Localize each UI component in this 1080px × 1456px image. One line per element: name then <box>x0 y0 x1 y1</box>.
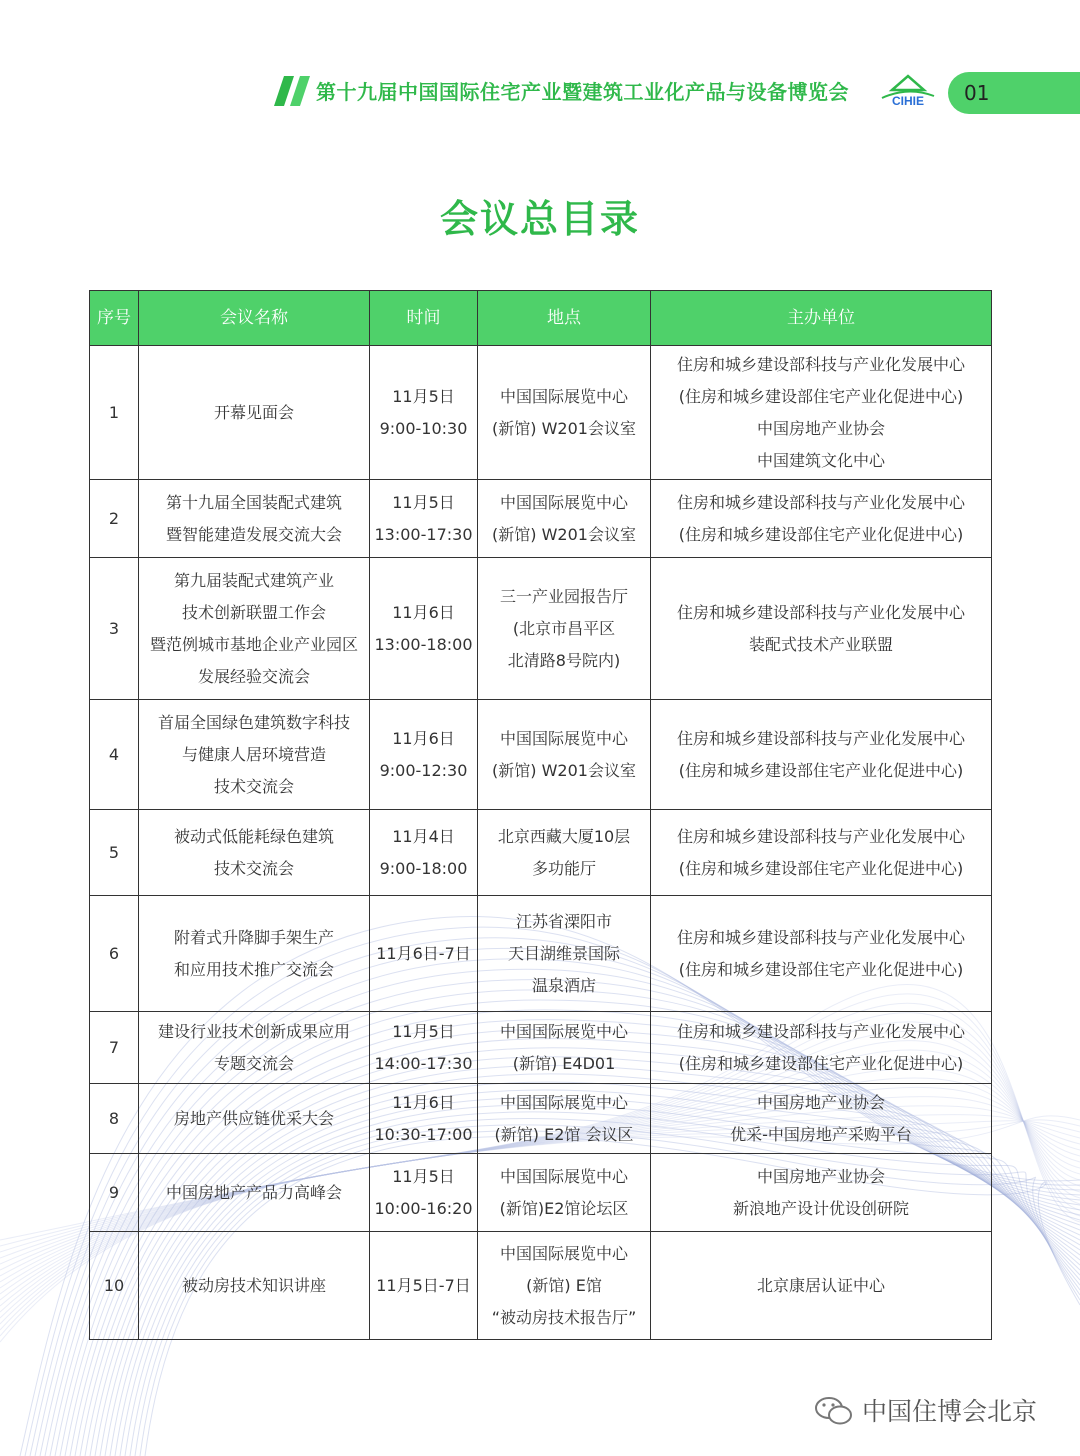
cell-place <box>478 896 651 1012</box>
place-line: 天目湖维景国际 <box>507 943 620 963</box>
host-line: 住房和城乡建设部科技与产业化发展中心 <box>676 1021 965 1041</box>
place-line: 中国国际展览中心 <box>499 386 628 406</box>
place-line: (新馆) W201会议室 <box>492 524 636 544</box>
name-line: 技术交流会 <box>213 858 294 878</box>
name-line: 和应用技术推广交流会 <box>173 959 334 979</box>
time-line: 11月5日 <box>392 1166 455 1186</box>
cell-place <box>478 1232 651 1340</box>
table-row <box>90 1232 992 1340</box>
cell-host <box>651 480 992 558</box>
footer-watermark-text: 中国住博会北京 <box>862 1397 1038 1426</box>
table-row <box>90 700 992 810</box>
name-line: 暨智能建造发展交流大会 <box>165 524 342 544</box>
table-header-row <box>90 291 992 346</box>
time-line: 13:00-17:30 <box>374 524 473 544</box>
cell-host <box>651 1232 992 1340</box>
cell-no: 1 <box>90 346 139 480</box>
host-line: (住房和城乡建设部住宅产业化促进中心) <box>678 524 964 544</box>
name-line: 附着式升降脚手架生产 <box>173 927 334 947</box>
cell-name <box>139 810 370 896</box>
time-line: 10:00-16:20 <box>374 1198 473 1218</box>
cell-time <box>370 810 478 896</box>
page-number-tab <box>948 72 1080 114</box>
cell-place <box>478 1084 651 1154</box>
place-line: 中国国际展览中心 <box>499 1092 628 1112</box>
place-line: 中国国际展览中心 <box>499 728 628 748</box>
cell-host <box>651 1084 992 1154</box>
document-title: 会议总目录 <box>439 196 640 241</box>
time-line: 11月6日 <box>392 602 455 622</box>
cell-no: 2 <box>90 480 139 558</box>
cell-no: 10 <box>90 1232 139 1340</box>
cell-no: 3 <box>90 558 139 700</box>
name-line: 暨范例城市基地企业产业园区 <box>149 634 358 654</box>
cell-host <box>651 346 992 480</box>
cihie-logo <box>878 72 938 112</box>
cell-host <box>651 810 992 896</box>
host-line: 住房和城乡建设部科技与产业化发展中心 <box>676 602 965 622</box>
name-line: 发展经验交流会 <box>197 666 310 686</box>
time-line: 11月6日-7日 <box>376 943 471 963</box>
host-line: 优采-中国房地产采购平台 <box>730 1124 912 1144</box>
table-row <box>90 346 992 480</box>
host-line: (住房和城乡建设部住宅产业化促进中心) <box>678 760 964 780</box>
cell-name <box>139 558 370 700</box>
cell-time <box>370 1154 478 1232</box>
host-line: (住房和城乡建设部住宅产业化促进中心) <box>678 1053 964 1073</box>
host-line: 中国房地产业协会 <box>756 418 885 438</box>
host-line: 中国建筑文化中心 <box>756 450 885 470</box>
cell-place <box>478 1012 651 1084</box>
cell-time <box>370 346 478 480</box>
host-line: 中国房地产业协会 <box>756 1092 885 1112</box>
name-line: 技术创新联盟工作会 <box>181 602 326 622</box>
place-line: “被动房技术报告厅” <box>491 1307 637 1327</box>
time-line: 11月5日 <box>392 386 455 406</box>
host-line: 住房和城乡建设部科技与产业化发展中心 <box>676 927 965 947</box>
table-row <box>90 480 992 558</box>
host-line: (住房和城乡建设部住宅产业化促进中心) <box>678 959 964 979</box>
column-header-name: 会议名称 <box>139 291 370 346</box>
svg-text:CIHIE: CIHIE <box>891 94 925 108</box>
exhibition-title: 第十九届中国国际住宅产业暨建筑工业化产品与设备博览会 <box>316 80 849 104</box>
cell-host <box>651 1012 992 1084</box>
host-line: (住房和城乡建设部住宅产业化促进中心) <box>678 858 964 878</box>
time-line: 11月6日 <box>392 1092 455 1112</box>
place-line: (北京市昌平区 <box>512 618 616 638</box>
time-line: 9:00-10:30 <box>379 418 468 438</box>
table-row <box>90 1084 992 1154</box>
host-line: 住房和城乡建设部科技与产业化发展中心 <box>676 492 965 512</box>
time-line: 11月5日 <box>392 492 455 512</box>
cell-name <box>139 896 370 1012</box>
time-line: 11月5日 <box>392 1021 455 1041</box>
place-line: 多功能厅 <box>531 858 596 878</box>
time-line: 11月4日 <box>392 826 455 846</box>
host-line: 中国房地产业协会 <box>756 1166 885 1186</box>
time-line: 9:00-18:00 <box>379 858 468 878</box>
time-line: 10:30-17:00 <box>374 1124 473 1144</box>
table-row <box>90 896 992 1012</box>
name-line: 第十九届全国装配式建筑 <box>165 492 342 512</box>
host-line: 北京康居认证中心 <box>756 1275 885 1295</box>
cell-time <box>370 1084 478 1154</box>
double-slash-icon <box>274 76 310 106</box>
column-header-host: 主办单位 <box>651 291 992 346</box>
place-line: (新馆) E4D01 <box>512 1053 616 1073</box>
place-line: 三一产业园报告厅 <box>499 586 628 606</box>
column-header-place: 地点 <box>478 291 651 346</box>
name-line: 第九届装配式建筑产业 <box>173 570 334 590</box>
wechat-icon <box>814 1394 854 1428</box>
name-line: 被动房技术知识讲座 <box>181 1275 326 1295</box>
place-line: 北京西藏大厦10层 <box>497 826 631 846</box>
cell-time <box>370 480 478 558</box>
name-line: 开幕见面会 <box>213 402 294 422</box>
cell-place <box>478 810 651 896</box>
page-number: 01 <box>964 81 990 105</box>
place-line: (新馆) W201会议室 <box>492 760 636 780</box>
host-line: 住房和城乡建设部科技与产业化发展中心 <box>676 728 965 748</box>
cell-place <box>478 1154 651 1232</box>
host-line: 住房和城乡建设部科技与产业化发展中心 <box>676 354 965 374</box>
cell-time <box>370 700 478 810</box>
cell-no: 7 <box>90 1012 139 1084</box>
cell-place <box>478 346 651 480</box>
place-line: (新馆) E馆 <box>526 1275 602 1295</box>
place-line: 中国国际展览中心 <box>499 1243 628 1263</box>
host-line: 装配式技术产业联盟 <box>748 634 893 654</box>
time-line: 11月6日 <box>392 728 455 748</box>
table-row <box>90 558 992 700</box>
time-line: 9:00-12:30 <box>379 760 468 780</box>
place-line: 江苏省溧阳市 <box>515 911 612 931</box>
cell-name <box>139 1232 370 1340</box>
cell-host <box>651 700 992 810</box>
column-header-no: 序号 <box>90 291 139 346</box>
place-line: 北清路8号院内) <box>507 650 621 670</box>
cell-no: 9 <box>90 1154 139 1232</box>
cell-no: 6 <box>90 896 139 1012</box>
cell-time <box>370 558 478 700</box>
cell-no: 4 <box>90 700 139 810</box>
place-line: 中国国际展览中心 <box>499 492 628 512</box>
name-line: 专题交流会 <box>213 1053 294 1073</box>
name-line: 建设行业技术创新成果应用 <box>157 1021 350 1041</box>
cell-name <box>139 700 370 810</box>
name-line: 技术交流会 <box>213 776 294 796</box>
table-row <box>90 810 992 896</box>
host-line: 住房和城乡建设部科技与产业化发展中心 <box>676 826 965 846</box>
name-line: 与健康人居环境营造 <box>181 744 326 764</box>
name-line: 首届全国绿色建筑数字科技 <box>157 712 350 732</box>
place-line: (新馆) W201会议室 <box>492 418 636 438</box>
cell-no: 5 <box>90 810 139 896</box>
cell-name <box>139 346 370 480</box>
name-line: 被动式低能耗绿色建筑 <box>173 826 334 846</box>
table-row <box>90 1154 992 1232</box>
cell-place <box>478 558 651 700</box>
cell-host <box>651 1154 992 1232</box>
column-header-time: 时间 <box>370 291 478 346</box>
place-line: 温泉酒店 <box>531 975 596 995</box>
time-line: 11月5日-7日 <box>376 1275 471 1295</box>
cell-host <box>651 896 992 1012</box>
host-line: (住房和城乡建设部住宅产业化促进中心) <box>678 386 964 406</box>
meeting-table <box>89 290 992 1340</box>
cell-time <box>370 896 478 1012</box>
place-line: 中国国际展览中心 <box>499 1021 628 1041</box>
time-line: 14:00-17:30 <box>374 1053 473 1073</box>
place-line: (新馆) E2馆 会议区 <box>494 1124 634 1144</box>
cell-place <box>478 480 651 558</box>
place-line: (新馆)E2馆论坛区 <box>499 1198 629 1218</box>
name-line: 房地产供应链优采大会 <box>173 1108 334 1128</box>
cell-name <box>139 1154 370 1232</box>
time-line: 13:00-18:00 <box>374 634 473 654</box>
cell-name <box>139 480 370 558</box>
cell-time <box>370 1012 478 1084</box>
table-row <box>90 1012 992 1084</box>
host-line: 新浪地产设计优设创研院 <box>732 1198 909 1218</box>
cell-host <box>651 558 992 700</box>
cell-place <box>478 700 651 810</box>
cell-name <box>139 1012 370 1084</box>
cell-time <box>370 1232 478 1340</box>
name-line: 中国房地产产品力高峰会 <box>165 1182 342 1202</box>
cell-no: 8 <box>90 1084 139 1154</box>
page-header <box>0 66 1080 114</box>
cell-name <box>139 1084 370 1154</box>
place-line: 中国国际展览中心 <box>499 1166 628 1186</box>
